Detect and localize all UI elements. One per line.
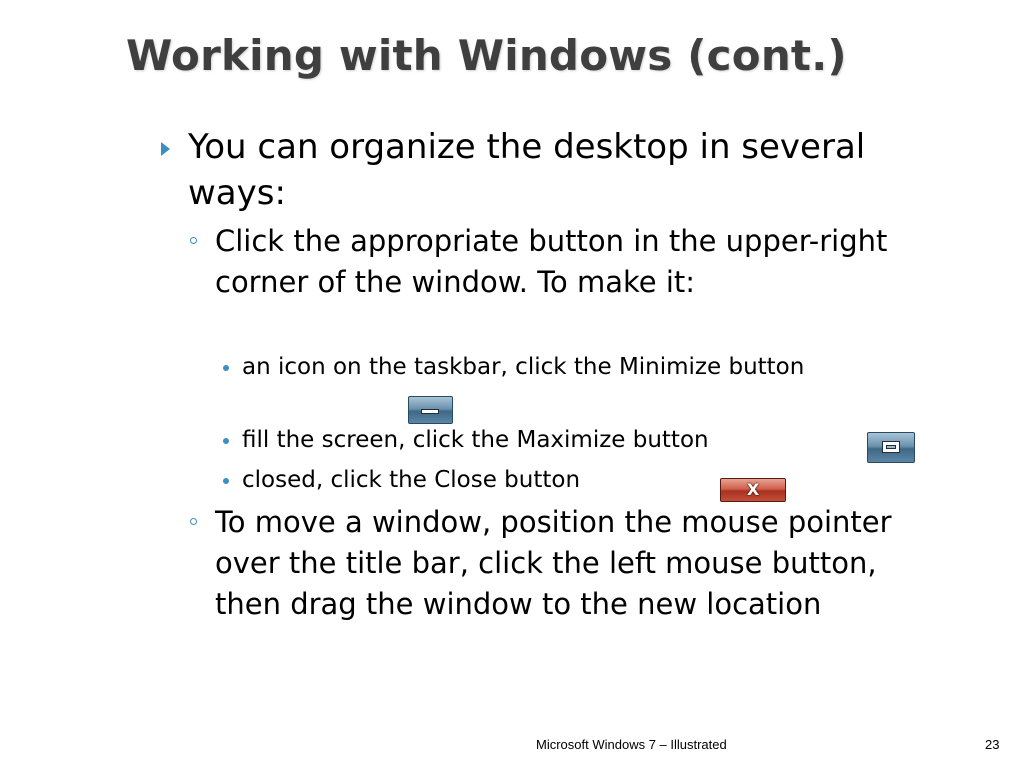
- page-number: 23: [985, 737, 1000, 752]
- sub-bullet-text-move-window: To move a window, position the mouse pointer over the title bar, click the left mouse button, then drag the window to the new location: [215, 505, 892, 621]
- maximize-button-icon: [867, 432, 915, 463]
- level1-bullet-arrow-icon: [161, 142, 170, 156]
- level3-bullet-dot-icon: [223, 365, 229, 371]
- level3-bullet-dot-icon: [223, 438, 229, 444]
- level3-bullet-dot-icon: [223, 478, 229, 484]
- minimize-button-icon: [408, 396, 453, 424]
- list-item-close: closed, click the Close button: [242, 467, 581, 493]
- maximize-glyph-icon: [882, 441, 900, 453]
- close-button-icon: X: [720, 478, 786, 502]
- sub-bullet-text-buttons: Click the appropriate button in the upper-right corner of the window. To make it:: [215, 224, 888, 299]
- minimize-glyph-icon: [421, 409, 439, 414]
- level2-bullet-circle-icon: [190, 518, 197, 525]
- list-item-minimize: an icon on the taskbar, click the Minimize button: [242, 354, 805, 380]
- footer-text: Microsoft Windows 7 – Illustrated: [536, 737, 727, 752]
- list-item-maximize: fill the screen, click the Maximize button: [242, 427, 709, 453]
- level2-bullet-circle-icon: [190, 237, 197, 244]
- main-bullet-text: You can organize the desktop in several ways:: [188, 127, 866, 213]
- slide-title: Working with Windows (cont.): [126, 31, 847, 80]
